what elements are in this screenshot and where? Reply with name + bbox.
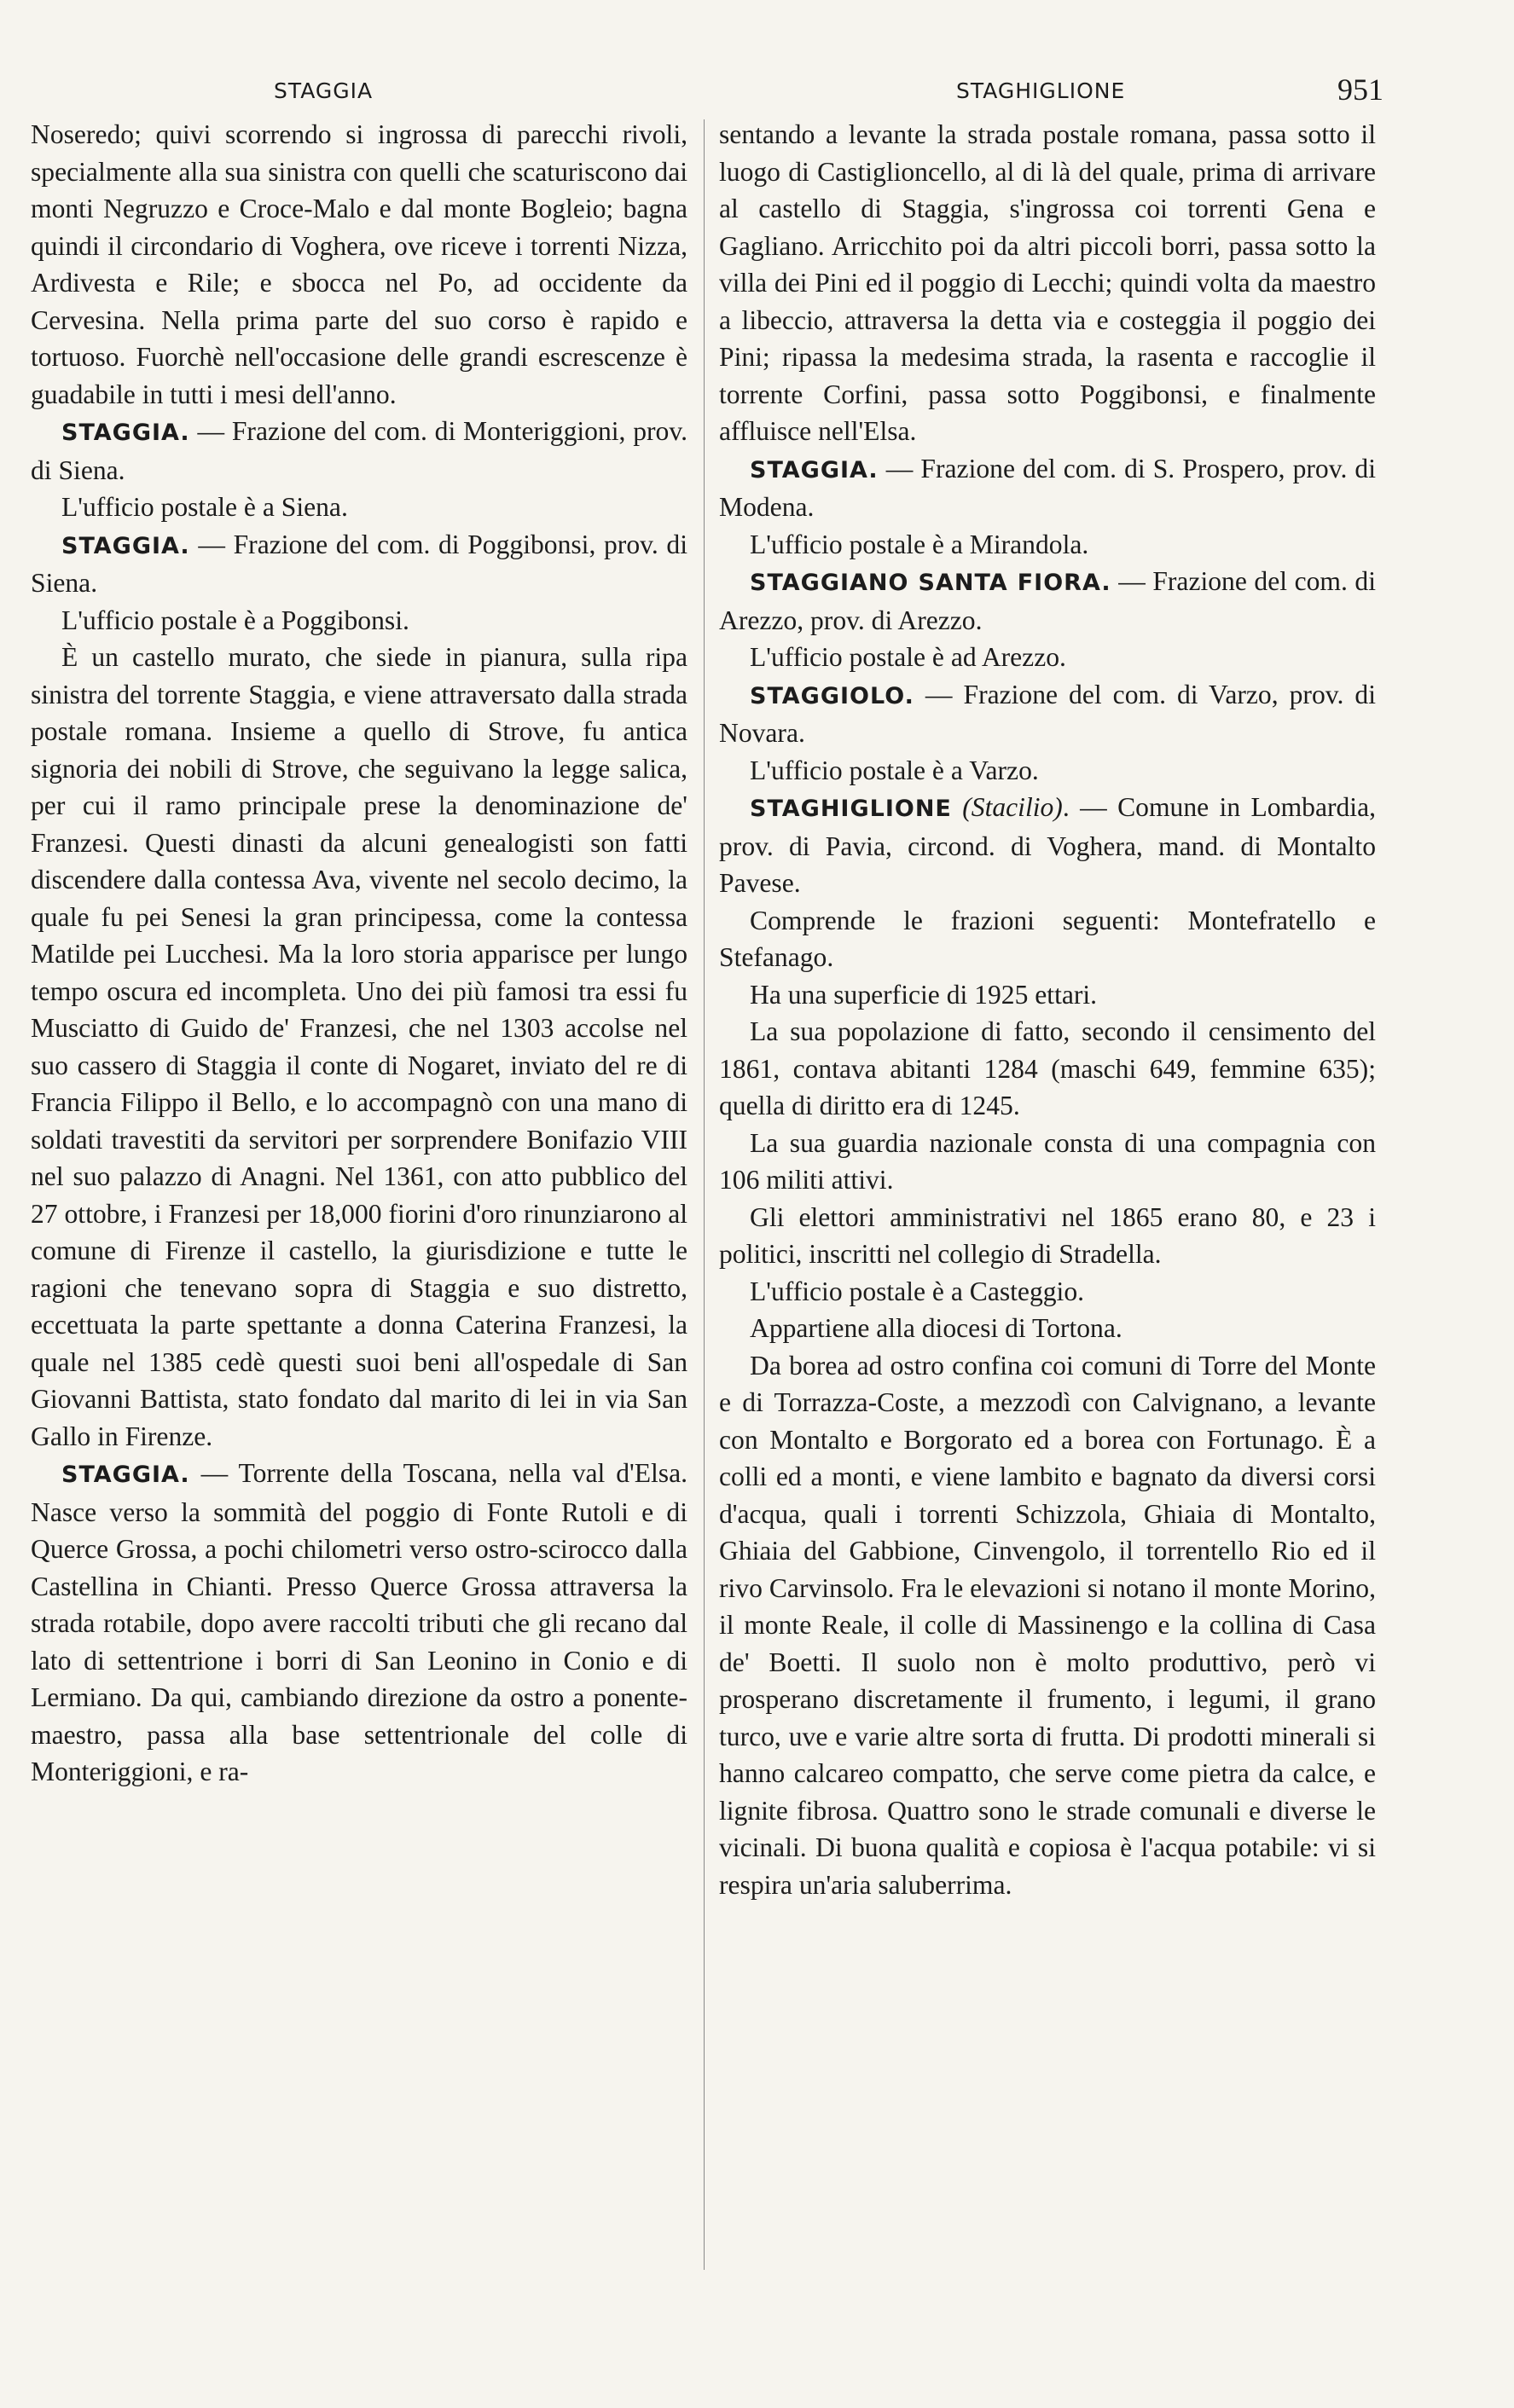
left-running-title: STAGGIA (274, 78, 374, 103)
paragraph: Appartiene alla diocesi di Tortona. (750, 1313, 1122, 1343)
headword: STAGHIGLIONE (750, 796, 952, 822)
paragraph: Gli elettori amministrativi nel 1865 erano 80, e 23 i politici, inscritti nel collegio di Stradella. (719, 1201, 1376, 1269)
paragraph: L'ufficio postale è ad Arezzo. (750, 642, 1066, 672)
paragraph: È un castello murato, che siede in pianura, sulla ripa sinistra del torrente Staggia, e viene attraversato dalla strada postale romana. Insieme a quello di Strove, fu antica signoria dei nobili di Strove, che seguivano la legge salica, per cui il ramo principale prese la denominazione de' Franzesi. Questi dinasti da alcuni genealogisti son fatti discendere dalla contessa Ava, vivente nel secolo decimo, la quale fu pei Senesi la gran principessa, come la contessa Matilde pei Lucchesi. Ma la loro storia apparisce per lungo tempo oscura ed incompleta. Uno dei più famosi tra essi fu Musciatto di Guido de' Franzesi, che nel 1303 accolse nel suo cassero di Staggia il conte di Nogaret, inviato del re di Francia Filippo il Bello, e lo accompagnò con una mano di soldati travestiti da servitori per sorprendere Bonifazio VIII nel suo palazzo di Anagni. Nel 1361, con atto pubblico del 27 ottobre, i Franzesi per 18,000 fiorini d'oro rinunziarono al comune di Firenze il castello, la giurisdizione e tutte le ragioni che tenevano sopra di Staggia e suo distretto, eccettuata la parte spettante a donna Caterina Franzesi, la quale nel 1385 cedè questi suoi beni all'ospedale di San Giovanni Battista, stato fondato dal marito di lei in via San Gallo in Firenze. (31, 642, 687, 1451)
paragraph: L'ufficio postale è a Casteggio. (750, 1276, 1085, 1306)
headword: STAGGIOLO. (750, 682, 914, 709)
headword: STAGGIA. (61, 420, 190, 446)
right-running-title: STAGHIGLIONE (956, 78, 1126, 103)
entry-paragraph: STAGGIA. — Frazione del com. di Monteriggioni, prov. di Siena. (31, 416, 687, 485)
headword: STAGGIA. (61, 532, 190, 559)
entry-paragraph: STAGGIOLO. — Frazione del com. di Varzo, prov. di Novara. (719, 679, 1376, 748)
left-column (31, 116, 687, 1791)
latin-name: (Stacilio) (962, 792, 1063, 822)
paragraph: Comprende le frazioni seguenti: Montefratello e Stefanago. (719, 905, 1376, 972)
paragraph: L'ufficio postale è a Poggibonsi. (61, 605, 409, 635)
paragraph: L'ufficio postale è a Varzo. (750, 755, 1039, 785)
entry-paragraph: STAGHIGLIONE (Stacilio). — Comune in Lombardia, prov. di Pavia, circond. di Voghera, mand. di Montalto Pavese. (719, 792, 1376, 898)
entry-paragraph: STAGGIA. — Frazione del com. di S. Prospero, prov. di Modena. (719, 453, 1376, 522)
paragraph: sentando a levante la strada postale romana, passa sotto il luogo di Castiglioncello, al di là del quale, prima di arrivare al castello di Staggia, s'ingrossa coi torrenti Gena e Gagliano. Arricchito poi da altri piccoli borri, passa sotto la villa dei Pini ed il poggio di Lecchi; quindi volta da maestro a libeccio, attraversa la detta via e costeggia il poggio dei Pini; ripassa la medesima strada, la rasenta e raccoglie il torrente Corfini, passa sotto Poggibonsi, e finalmente affluisce nell'Elsa. (719, 119, 1376, 446)
running-head (31, 72, 1395, 113)
paragraph: La sua popolazione di fatto, secondo il censimento del 1861, contava abitanti 1284 (maschi 649, femmine 635); quella di diritto era di 1245. (719, 1016, 1376, 1120)
paragraph: Da borea ad ostro confina coi comuni di Torre del Monte e di Torrazza-Coste, a mezzodì con Calvignano, a levante con Montalto e Borgorato ed a borea con Fortunago. È a colli ed a monti, e viene lambito e bagnato da diversi corsi d'acqua, quali i torrenti Schizzola, Ghiaia di Montalto, Ghiaia del Gabbione, Cinvengolo, il torrentello Rio ed il rivo Carvinsolo. Fra le elevazioni si notano il monte Morino, il monte Reale, il colle di Massinengo e la collina di Casa de' Boetti. Il suolo non è molto produttivo, però vi prosperano discretamente il frumento, i legumi, il grano turco, uve e varie altre sorta di frutta. Di prodotti minerali si hanno calcareo compatto, che serve come pietra da calce, e lignite fibrosa. Quattro sono le strade comunali e diverse le vicinali. Di buona qualità e copiosa è l'acqua potabile: vi si respira un'aria saluberrima. (719, 1350, 1376, 1900)
headword: STAGGIA. (61, 1462, 190, 1488)
page-number: 951 (1337, 72, 1383, 107)
paragraph: L'ufficio postale è a Mirandola. (750, 529, 1089, 559)
entry-paragraph: STAGGIA. — Frazione del com. di Poggibonsi, prov. di Siena. (31, 529, 687, 598)
headword: STAGGIA. (750, 456, 879, 483)
paragraph: L'ufficio postale è a Siena. (61, 492, 348, 522)
right-column (719, 116, 1376, 1903)
column-divider (704, 119, 705, 2270)
headword: STAGGIANO SANTA FIORA. (750, 570, 1111, 596)
entry-paragraph: STAGGIA. — Torrente della Toscana, nella val d'Elsa. Nasce verso la sommità del poggio di Fonte Rutoli e di Querce Grossa, a pochi chilometri verso ostro-scirocco dalla Castellina in Chianti. Presso Querce Grossa attraversa la strada rotabile, dopo avere raccolti tributi che gli recano dal lato di settentrione i borri di San Leonino in Conio e di Lermiano. Da qui, cambiando direzione da ostro a ponente-maestro, passa alla base settentrionale del colle di Monteriggioni, e ra- (31, 1458, 687, 1786)
paragraph: La sua guardia nazionale consta di una compagnia con 106 militi attivi. (719, 1127, 1376, 1195)
paragraph: Ha una superficie di 1925 ettari. (750, 979, 1098, 1010)
entry-paragraph: STAGGIANO SANTA FIORA. — Frazione del com. di Arezzo, prov. di Arezzo. (719, 566, 1376, 635)
paragraph: Noseredo; quivi scorrendo si ingrossa di parecchi rivoli, specialmente alla sua sinistra con quelli che scaturiscono dai monti Negruzzo e Croce-Malo e dal monte Bogleio; bagna quindi il circondario di Voghera, ove riceve i torrenti Nizza, Ardivesta e Rile; e sbocca nel Po, ad occidente da Cervesina. Nella prima parte del suo corso è rapido e tortuoso. Fuorchè nell'occasione delle grandi escrescenze è guadabile in tutti i mesi dell'anno. (31, 119, 687, 409)
